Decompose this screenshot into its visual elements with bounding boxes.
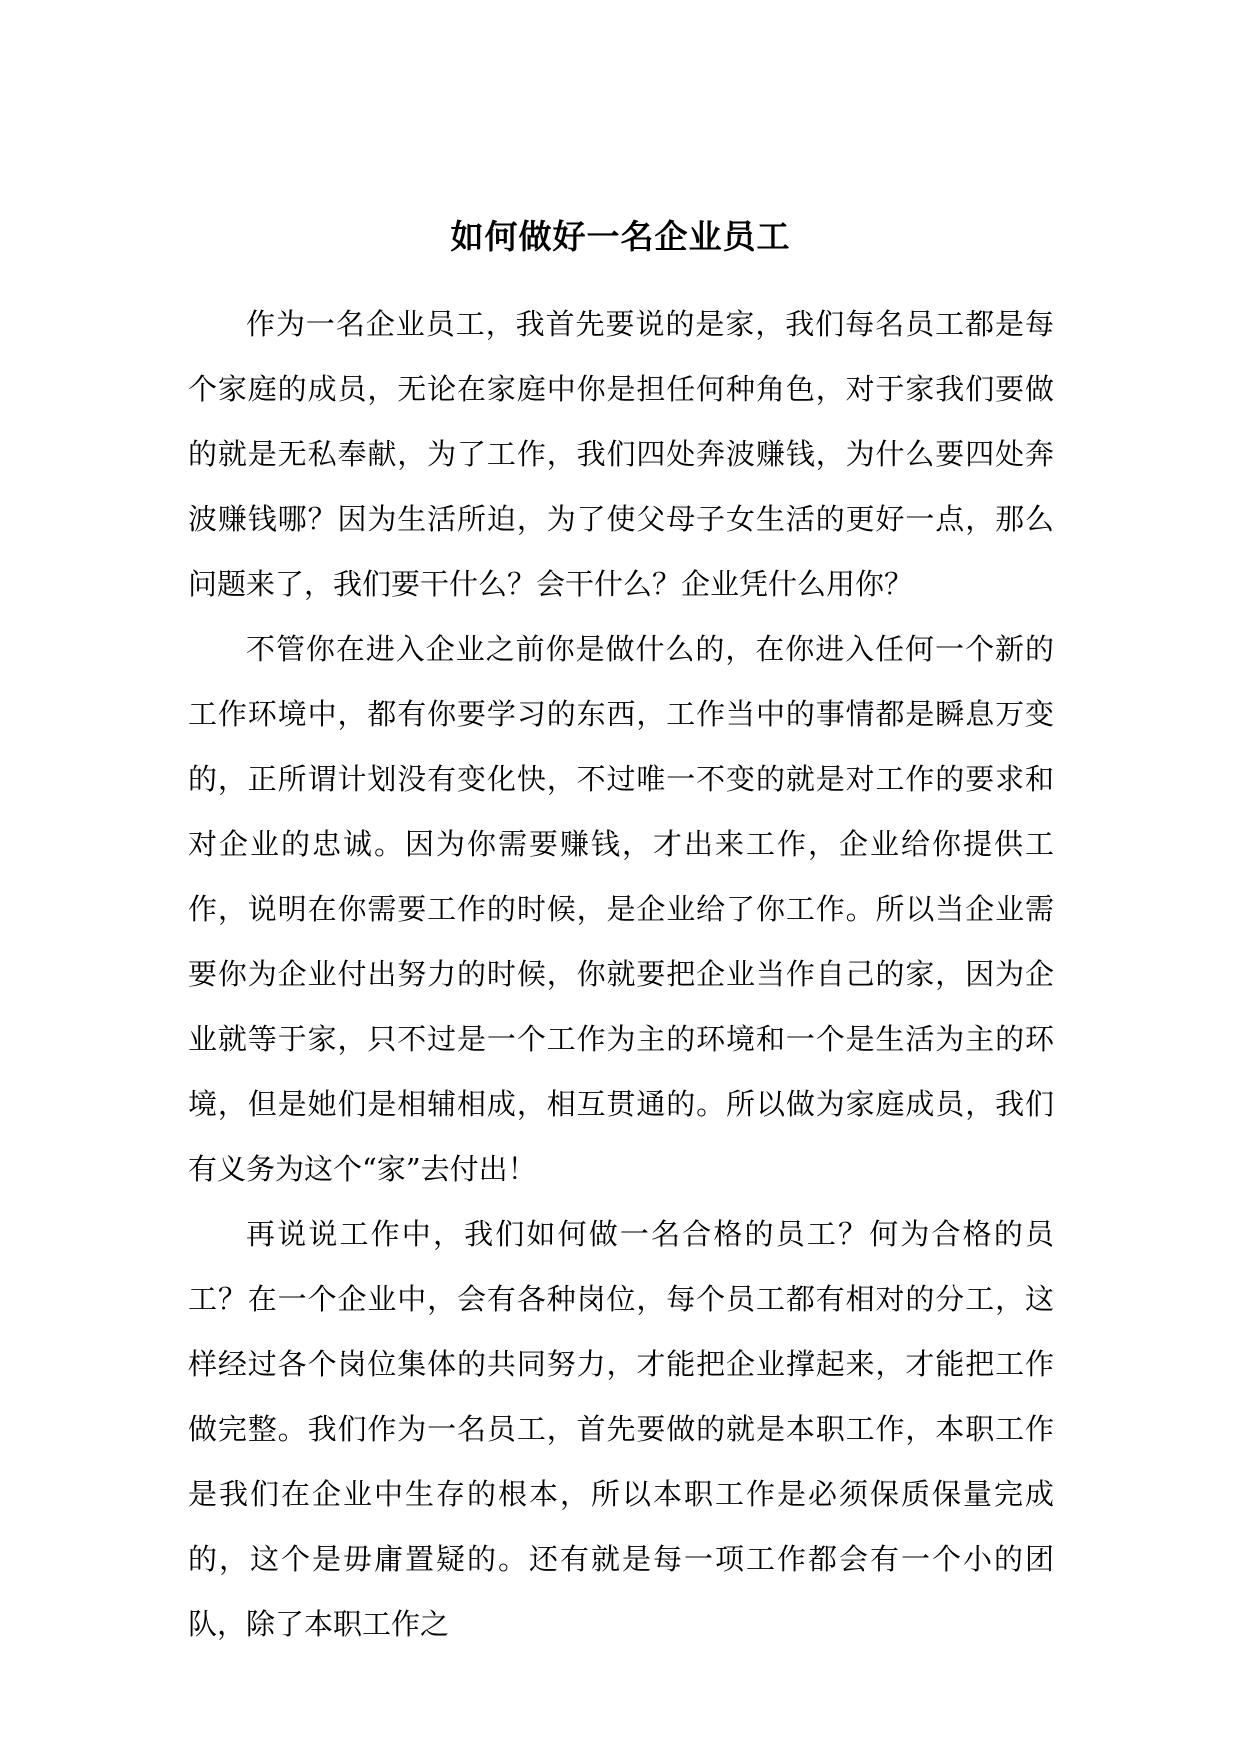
paragraph-2: 不管你在进入企业之前你是做什么的，在你进入任何一个新的工作环境中，都有你要学习的东西，工作当中的事情都是瞬息万变的，正所谓计划没有变化快，不过唯一不变的就是对工作的要求和对企业的忠诚。因为你需要赚钱，才出来工作，企业给你提供工作，说明在你需要工作的时候，是企业给了你工作。所以当企业需要你为企业付出努力的时候，你就要把企业当作自己的家，因为企业就等于家，只不过是一个工作为主的环境和一个是生活为主的环境，但是她们是相辅相成，相互贯通的。所以做为家庭成员，我们有义务为这个“家”去付出！ [188,632,1054,1186]
paragraph-1: 作为一名企业员工，我首先要说的是家，我们每名员工都是每个家庭的成员，无论在家庭中你是担任何种角色，对于家我们要做的就是无私奉献，为了工作，我们四处奔波赚钱，为什么要四处奔波赚钱哪？因为生活所迫，为了使父母子女生活的更好一点，那么问题来了，我们要干什么？会干什么？企业凭什么用你？ [188,307,1054,601]
paragraph-3: 再说说工作中，我们如何做一名合格的员工？何为合格的员工？在一个企业中，会有各种岗位，每个员工都有相对的分工，这样经过各个岗位集体的共同努力，才能把企业撑起来，才能把工作做完整。我们作为一名员工，首先要做的就是本职工作，本职工作是我们在企业中生存的根本，所以本职工作是必须保质保量完成的，这个是毋庸置疑的。还有就是每一项工作都会有一个小的团队，除了本职工作之 [188,1217,1054,1641]
document-body [188,292,1054,1657]
document-title: 如何做好一名企业员工 [450,217,791,257]
